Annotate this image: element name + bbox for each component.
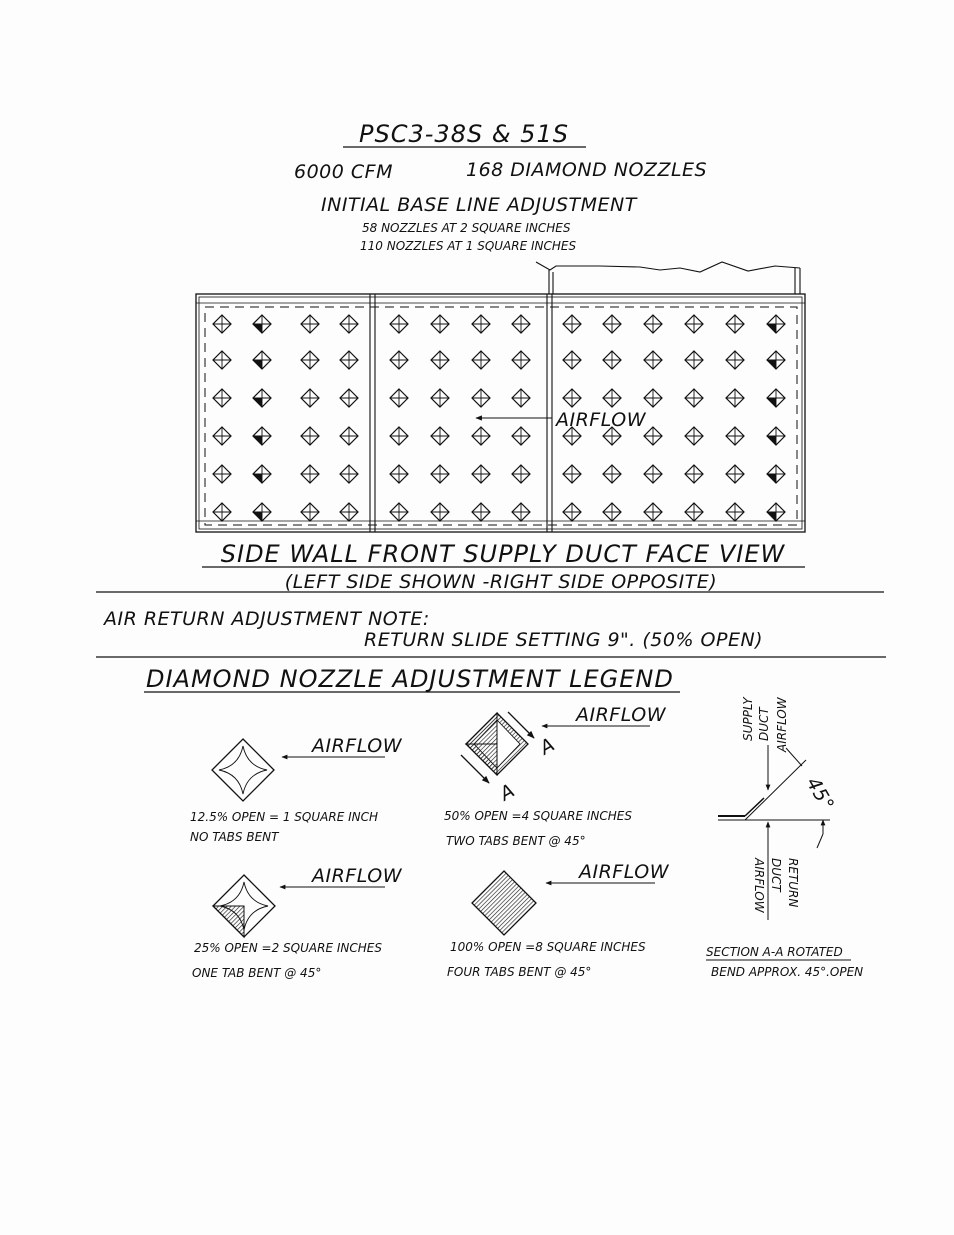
diamond-nozzle <box>390 465 408 483</box>
section-airflow-label: AIRFLOW <box>775 697 789 752</box>
diamond-nozzle <box>340 465 358 483</box>
section-marker-a: A <box>496 779 519 806</box>
legend-airflow-label: AIRFLOW <box>576 704 666 726</box>
spec-line-1: 58 NOZZLES AT 2 SQUARE INCHES <box>362 221 571 235</box>
legend-caption-line1: 25% OPEN =2 SQUARE INCHES <box>194 941 382 955</box>
diamond-nozzle <box>390 389 408 407</box>
section-bend-note: BEND APPROX. 45°.OPEN <box>711 965 864 979</box>
legend-nozzle-50-percent <box>444 704 667 848</box>
diamond-nozzle <box>301 315 319 333</box>
legend-caption-line2: FOUR TABS BENT @ 45° <box>447 965 592 979</box>
supply-duct-face-view <box>196 262 805 532</box>
diamond-nozzle <box>301 351 319 369</box>
face-view-note: (LEFT SIDE SHOWN -RIGHT SIDE OPPOSITE) <box>284 571 718 593</box>
diamond-nozzle <box>390 503 408 521</box>
legend-nozzle-25-percent <box>192 865 403 980</box>
diamond-nozzle <box>340 315 358 333</box>
section-return-airflow-label: AIRFLOW <box>752 858 766 913</box>
section-angle-label: 45° <box>801 773 839 815</box>
diamond-nozzle <box>767 315 785 333</box>
diamond-nozzle <box>726 315 744 333</box>
diamond-nozzle <box>512 351 530 369</box>
diamond-nozzle <box>685 389 703 407</box>
diamond-nozzle <box>340 351 358 369</box>
legend-caption-line2: ONE TAB BENT @ 45° <box>192 966 322 980</box>
diamond-nozzle <box>512 427 530 445</box>
diamond-nozzle <box>685 503 703 521</box>
legend-caption-line2: NO TABS BENT <box>190 830 279 844</box>
diamond-nozzle <box>431 465 449 483</box>
diamond-nozzle <box>301 503 319 521</box>
diamond-nozzle <box>390 427 408 445</box>
legend-airflow-label: AIRFLOW <box>312 865 402 887</box>
diamond-nozzle <box>563 351 581 369</box>
face-airflow-label: AIRFLOW <box>556 409 646 431</box>
diamond-nozzle <box>253 465 271 483</box>
diamond-nozzle <box>767 351 785 369</box>
legend-caption-line2: TWO TABS BENT @ 45° <box>446 834 586 848</box>
diamond-nozzle <box>213 465 231 483</box>
diamond-nozzle <box>253 427 271 445</box>
diamond-nozzle <box>512 465 530 483</box>
diamond-nozzle <box>512 389 530 407</box>
section-supply-label: SUPPLY <box>741 697 755 741</box>
diamond-nozzle <box>431 427 449 445</box>
baseline-subtitle: INITIAL BASE LINE ADJUSTMENT <box>321 194 637 216</box>
spec-line-2: 110 NOZZLES AT 1 SQUARE INCHES <box>360 239 577 253</box>
diamond-nozzle <box>563 389 581 407</box>
air-return-heading: AIR RETURN ADJUSTMENT NOTE: <box>104 608 430 630</box>
diamond-nozzle <box>726 351 744 369</box>
face-view-title: SIDE WALL FRONT SUPPLY DUCT FACE VIEW <box>220 540 786 568</box>
diamond-nozzle <box>472 465 490 483</box>
nozzle-count-label: 168 DIAMOND NOZZLES <box>466 159 708 181</box>
legend-nozzle-100-percent <box>447 861 670 979</box>
legend-airflow-label: AIRFLOW <box>579 861 669 883</box>
diamond-nozzle <box>213 427 231 445</box>
diamond-nozzle <box>390 351 408 369</box>
return-slide-setting: RETURN SLIDE SETTING 9". (50% OPEN) <box>364 629 764 651</box>
diamond-nozzle <box>301 427 319 445</box>
diamond-nozzle <box>685 427 703 445</box>
diamond-nozzle <box>431 389 449 407</box>
diamond-nozzle <box>472 315 490 333</box>
diamond-nozzle <box>431 351 449 369</box>
diamond-nozzle <box>512 503 530 521</box>
drawing-title: PSC3-38S & 51S <box>359 120 569 148</box>
diamond-nozzle <box>603 315 621 333</box>
diamond-nozzle <box>301 389 319 407</box>
section-marker-a: A <box>536 733 559 760</box>
legend-airflow-label: AIRFLOW <box>312 735 402 757</box>
section-return-label: RETURN <box>786 858 800 908</box>
diamond-nozzle <box>685 351 703 369</box>
section-a-a-detail <box>706 696 863 979</box>
diamond-nozzle <box>340 389 358 407</box>
diamond-nozzle <box>390 315 408 333</box>
diamond-nozzle <box>301 465 319 483</box>
diamond-nozzle <box>512 315 530 333</box>
diamond-nozzle <box>472 389 490 407</box>
diamond-nozzle <box>253 315 271 333</box>
diamond-nozzle <box>603 351 621 369</box>
legend-caption-line1: 100% OPEN =8 SQUARE INCHES <box>450 940 646 954</box>
diamond-nozzle <box>726 465 744 483</box>
diamond-nozzle <box>431 315 449 333</box>
diamond-nozzle <box>563 503 581 521</box>
diamond-nozzle <box>563 315 581 333</box>
section-return-duct-label: DUCT <box>769 858 783 892</box>
diamond-nozzle <box>603 465 621 483</box>
diamond-nozzle <box>603 389 621 407</box>
diamond-nozzle <box>726 503 744 521</box>
diamond-nozzle <box>472 427 490 445</box>
diamond-nozzle <box>726 427 744 445</box>
diamond-nozzle <box>563 465 581 483</box>
legend-title: DIAMOND NOZZLE ADJUSTMENT LEGEND <box>146 665 674 693</box>
legend-nozzle-12-5-percent <box>190 735 403 844</box>
diamond-nozzle <box>767 427 785 445</box>
diamond-nozzle <box>726 389 744 407</box>
diamond-nozzle <box>644 427 662 445</box>
diamond-nozzle <box>253 351 271 369</box>
diamond-nozzle <box>340 427 358 445</box>
diamond-nozzle <box>767 465 785 483</box>
diamond-nozzle <box>603 503 621 521</box>
diamond-nozzle <box>644 503 662 521</box>
diamond-nozzle <box>472 351 490 369</box>
diamond-nozzle <box>213 351 231 369</box>
section-duct-label: DUCT <box>757 707 771 741</box>
diamond-nozzle <box>644 389 662 407</box>
legend-caption-line1: 12.5% OPEN = 1 SQUARE INCH <box>190 810 379 824</box>
diamond-nozzle <box>253 503 271 521</box>
diamond-nozzle <box>767 389 785 407</box>
diamond-nozzle <box>213 389 231 407</box>
diamond-nozzle <box>472 503 490 521</box>
diamond-nozzle <box>767 503 785 521</box>
diamond-nozzle <box>431 503 449 521</box>
diamond-nozzle <box>340 503 358 521</box>
section-caption: SECTION A-A ROTATED <box>706 945 843 959</box>
diamond-nozzle <box>253 389 271 407</box>
diamond-nozzle <box>644 465 662 483</box>
diamond-nozzle <box>685 465 703 483</box>
legend-caption-line1: 50% OPEN =4 SQUARE INCHES <box>444 809 632 823</box>
diamond-nozzle <box>685 315 703 333</box>
cfm-label: 6000 CFM <box>294 161 393 183</box>
diamond-nozzle <box>644 351 662 369</box>
diamond-nozzle <box>213 503 231 521</box>
diamond-nozzle <box>213 315 231 333</box>
diamond-nozzle <box>644 315 662 333</box>
